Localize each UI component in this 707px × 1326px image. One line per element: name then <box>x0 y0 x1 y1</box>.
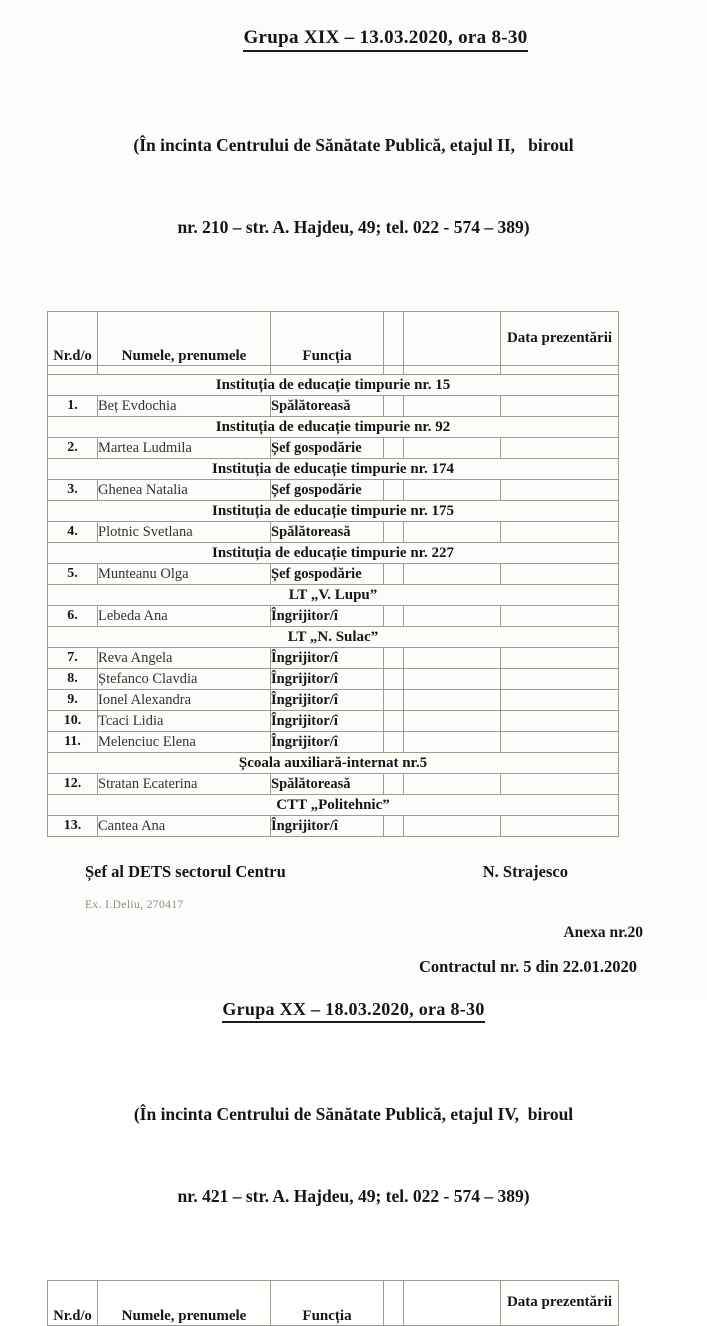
person-name: Stratan Ecaterina <box>98 774 271 795</box>
group19-title: Grupa XIX – 13.03.2020, ora 8-30 <box>243 27 527 52</box>
institution-name: LT „N. Sulac” <box>48 627 619 648</box>
table-header <box>48 312 619 366</box>
empty-cell-wide <box>404 522 501 543</box>
date-cell <box>501 774 619 795</box>
row-number: 7. <box>48 648 98 669</box>
institution-name: Școala auxiliară-internat nr.5 <box>48 753 619 774</box>
person-role: Îngrijitor/î <box>271 711 384 732</box>
person-role: Spălătoreasă <box>271 774 384 795</box>
person-name: Ghenea Natalia <box>98 480 271 501</box>
empty-cell-wide <box>404 732 501 753</box>
spacer-cell <box>98 366 271 375</box>
table-row <box>48 774 619 795</box>
date-cell <box>501 480 619 501</box>
row-number: 8. <box>48 669 98 690</box>
row-number: 5. <box>48 564 98 585</box>
group20-title-row <box>0 977 707 1023</box>
person-role: Șef gospodărie <box>271 480 384 501</box>
institution-section-row <box>48 459 619 480</box>
table-row <box>48 438 619 459</box>
spacer-row <box>48 366 619 375</box>
table-row <box>48 480 619 501</box>
header-name: Numele, prenumele <box>98 312 271 366</box>
spacer-cell <box>404 366 501 375</box>
date-cell <box>501 669 619 690</box>
group19-location-line1: (În incinta Centrului de Sănătate Publică, etajul II, biroul <box>133 135 574 156</box>
person-role: Îngrijitor/î <box>271 669 384 690</box>
institution-name: Instituția de educație timpurie nr. 227 <box>48 543 619 564</box>
executor-note: Ex. I.Deliu, 270417 <box>85 899 184 911</box>
institution-name: Instituția de educație timpurie nr. 174 <box>48 459 619 480</box>
empty-cell-wide <box>404 690 501 711</box>
person-name: Beț Evdochia <box>98 396 271 417</box>
annex-label: Anexa nr.20 <box>563 924 643 941</box>
table-row <box>48 732 619 753</box>
group20-location-line1: (În incinta Centrului de Sănătate Publică, etajul IV, biroul <box>133 1104 574 1125</box>
empty-cell-narrow <box>384 690 404 711</box>
header-name: Numele, prenumele <box>98 1281 271 1326</box>
header-role: Funcția <box>271 1281 384 1326</box>
empty-cell-narrow <box>384 669 404 690</box>
table-row <box>48 564 619 585</box>
row-number: 10. <box>48 711 98 732</box>
person-name: Ionel Alexandra <box>98 690 271 711</box>
contract-label: Contractul nr. 5 din 22.01.2020 <box>418 957 637 976</box>
institution-section-row <box>48 795 619 816</box>
header-role: Funcția <box>271 312 384 366</box>
table-row <box>48 522 619 543</box>
table-row <box>48 669 619 690</box>
institution-section-row <box>48 753 619 774</box>
person-name: Ștefanco Clavdia <box>98 669 271 690</box>
person-role: Spălătoreasă <box>271 522 384 543</box>
institution-section-row <box>48 543 619 564</box>
header-empty-narrow <box>384 312 404 366</box>
header-nr: Nr.d/o <box>48 312 98 366</box>
table-row <box>48 690 619 711</box>
person-name: Cantea Ana <box>98 816 271 837</box>
institution-section-row <box>48 585 619 606</box>
person-role: Îngrijitor/î <box>271 648 384 669</box>
person-name: Tcaci Lidia <box>98 711 271 732</box>
institution-section-row <box>48 501 619 522</box>
header-nr: Nr.d/o <box>48 1281 98 1326</box>
institution-section-row <box>48 627 619 648</box>
header-empty-wide <box>404 312 501 366</box>
spacer-cell <box>501 366 619 375</box>
empty-cell-wide <box>404 669 501 690</box>
group20-location <box>0 1047 707 1264</box>
row-number: 13. <box>48 816 98 837</box>
group20-title: Grupa XX – 18.03.2020, ora 8-30 <box>222 999 484 1023</box>
date-cell <box>501 606 619 627</box>
institution-section-row <box>48 375 619 396</box>
empty-cell-wide <box>404 774 501 795</box>
institution-section-row <box>48 417 619 438</box>
empty-cell-narrow <box>384 816 404 837</box>
date-cell <box>501 396 619 417</box>
empty-cell-wide <box>404 648 501 669</box>
header-date: Data prezentării <box>501 312 619 366</box>
signature-row <box>85 862 568 882</box>
header-empty-narrow <box>384 1281 404 1326</box>
row-number: 2. <box>48 438 98 459</box>
group20-location-line2: nr. 421 – str. A. Hajdeu, 49; tel. 022 - 574 – 389) <box>177 1185 530 1206</box>
row-number: 4. <box>48 522 98 543</box>
empty-cell-wide <box>404 396 501 417</box>
empty-cell-wide <box>404 480 501 501</box>
table-row <box>48 711 619 732</box>
person-name: Reva Angela <box>98 648 271 669</box>
person-role: Șef gospodărie <box>271 564 384 585</box>
empty-cell-wide <box>404 711 501 732</box>
date-cell <box>501 816 619 837</box>
empty-cell-narrow <box>384 648 404 669</box>
spacer-cell <box>48 366 98 375</box>
group19-location <box>0 78 707 295</box>
empty-cell-wide <box>404 438 501 459</box>
table-header <box>48 1281 619 1326</box>
person-role: Șef gospodărie <box>271 438 384 459</box>
institution-name: Instituția de educație timpurie nr. 175 <box>48 501 619 522</box>
header-date: Data prezentării <box>501 1281 619 1326</box>
date-cell <box>501 648 619 669</box>
empty-cell-narrow <box>384 732 404 753</box>
signature-position: Șef al DETS sectorul Centru <box>85 862 286 881</box>
table-header-row <box>48 312 619 366</box>
row-number: 12. <box>48 774 98 795</box>
row-number: 9. <box>48 690 98 711</box>
person-name: Munteanu Olga <box>98 564 271 585</box>
group19-roster-table <box>47 311 619 837</box>
row-number: 6. <box>48 606 98 627</box>
date-cell <box>501 711 619 732</box>
institution-name: LT „V. Lupu” <box>48 585 619 606</box>
person-role: Îngrijitor/î <box>271 732 384 753</box>
spacer-cell <box>384 366 404 375</box>
empty-cell-wide <box>404 564 501 585</box>
row-number: 1. <box>48 396 98 417</box>
group19-location-line2: nr. 210 – str. A. Hajdeu, 49; tel. 022 - 574 – 389) <box>177 216 530 237</box>
empty-cell-wide <box>404 816 501 837</box>
signature-name: N. Strajesco <box>482 862 568 881</box>
institution-name: Instituția de educație timpurie nr. 15 <box>48 375 619 396</box>
row-number: 11. <box>48 732 98 753</box>
header-empty-wide <box>404 1281 501 1326</box>
date-cell <box>501 732 619 753</box>
person-role: Îngrijitor/î <box>271 606 384 627</box>
person-role: Îngrijitor/î <box>271 690 384 711</box>
table-row <box>48 606 619 627</box>
person-name: Lebeda Ana <box>98 606 271 627</box>
empty-cell-wide <box>404 606 501 627</box>
institution-name: CTT „Politehnic” <box>48 795 619 816</box>
person-role: Îngrijitor/î <box>271 816 384 837</box>
empty-cell-narrow <box>384 711 404 732</box>
person-name: Melenciuc Elena <box>98 732 271 753</box>
empty-cell-narrow <box>384 774 404 795</box>
person-role: Spălătoreasă <box>271 396 384 417</box>
empty-cell-narrow <box>384 564 404 585</box>
date-cell <box>501 438 619 459</box>
row-number: 3. <box>48 480 98 501</box>
table-row <box>48 816 619 837</box>
table-row <box>48 648 619 669</box>
institution-name: Instituția de educație timpurie nr. 92 <box>48 417 619 438</box>
table-row <box>48 396 619 417</box>
group19-roster-body <box>48 366 619 837</box>
date-cell <box>501 522 619 543</box>
empty-cell-narrow <box>384 438 404 459</box>
table-header-row <box>48 1281 619 1326</box>
person-name: Martea Ludmila <box>98 438 271 459</box>
empty-cell-narrow <box>384 522 404 543</box>
empty-cell-narrow <box>384 480 404 501</box>
date-cell <box>501 564 619 585</box>
group20-roster-table <box>47 1280 619 1326</box>
empty-cell-narrow <box>384 396 404 417</box>
date-cell <box>501 690 619 711</box>
spacer-cell <box>271 366 384 375</box>
group19-title-row <box>0 0 707 52</box>
person-name: Plotnic Svetlana <box>98 522 271 543</box>
empty-cell-narrow <box>384 606 404 627</box>
